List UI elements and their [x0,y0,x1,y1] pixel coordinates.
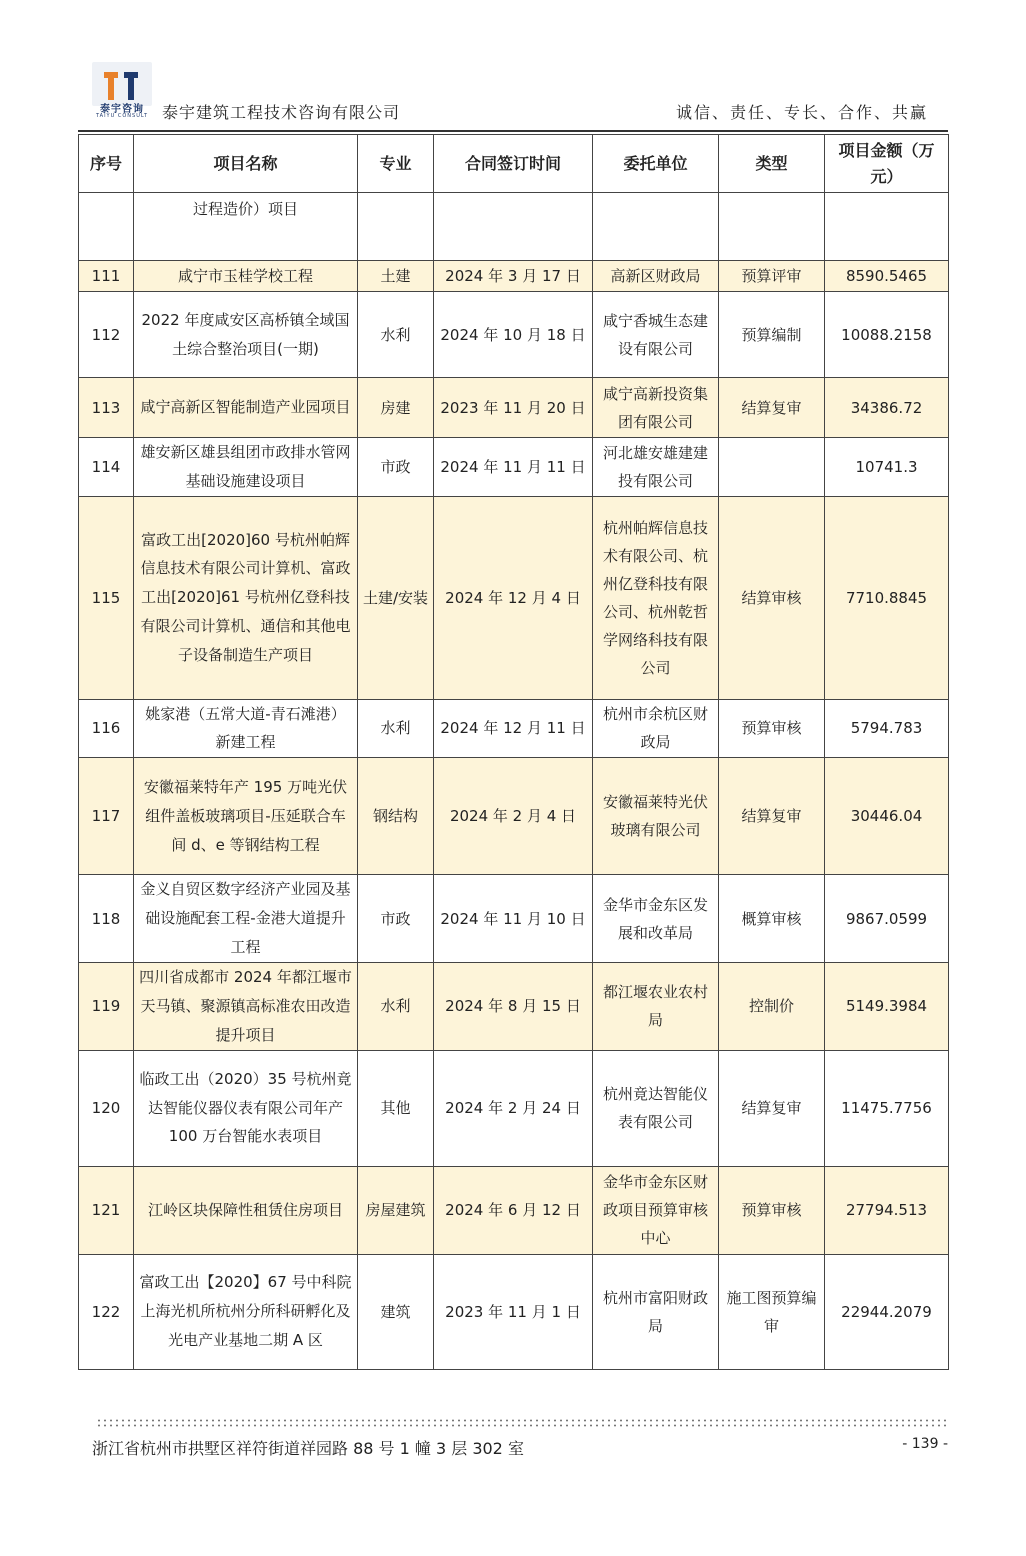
table-row [79,758,949,875]
cell-name: 2022 年度咸安区高桥镇全域国土综合整治项目(一期) [134,292,358,378]
cell-major: 水利 [358,292,434,378]
cell-client: 都江堰农业农村局 [593,963,719,1050]
cell-major: 房建 [358,378,434,438]
cell-name: 过程造价）项目 [134,193,358,261]
table-row [79,378,949,438]
cell-client: 咸宁高新投资集团有限公司 [593,378,719,438]
cell-amount: 30446.04 [825,758,949,875]
cell-client: 杭州市富阳财政局 [593,1254,719,1369]
cell-amount: 27794.513 [825,1166,949,1254]
cell-type: 预算审核 [719,1166,825,1254]
cell-major: 其他 [358,1050,434,1166]
cell-date: 2024 年 11 月 10 日 [434,875,593,963]
header-cell-type: 类型 [719,135,825,193]
cell-no: 116 [79,699,134,758]
cell-date [434,193,593,261]
cell-client: 杭州市余杭区财政局 [593,699,719,758]
cell-no: 115 [79,496,134,699]
cell-date: 2024 年 2 月 24 日 [434,1050,593,1166]
cell-no: 111 [79,261,134,292]
header-cell-amount: 项目金额（万元） [825,135,949,193]
logo-text-en: TAIYU CONSULT [95,113,149,119]
cell-client: 河北雄安雄建建投有限公司 [593,438,719,497]
cell-date: 2024 年 12 月 11 日 [434,699,593,758]
table-row [79,292,949,378]
cell-name: 四川省成都市 2024 年都江堰市天马镇、聚源镇高标准农田改造提升项目 [134,963,358,1050]
cell-amount: 7710.8845 [825,496,949,699]
cell-client: 杭州帕辉信息技术有限公司、杭州亿登科技有限公司、杭州乾哲学网络科技有限公司 [593,496,719,699]
cell-amount [825,193,949,261]
cell-amount: 10088.2158 [825,292,949,378]
cell-no: 113 [79,378,134,438]
cell-name: 姚家港（五常大道-青石滩港）新建工程 [134,699,358,758]
cell-type: 控制价 [719,963,825,1050]
cell-amount: 8590.5465 [825,261,949,292]
cell-name: 雄安新区雄县组团市政排水管网基础设施建设项目 [134,438,358,497]
cell-type: 结算复审 [719,758,825,875]
cell-major: 市政 [358,438,434,497]
company-slogan: 诚信、责任、专长、合作、共赢 [675,103,928,122]
cell-amount: 9867.0599 [825,875,949,963]
cell-type: 预算编制 [719,292,825,378]
cell-name: 金义自贸区数字经济产业园及基础设施配套工程-金港大道提升工程 [134,875,358,963]
cell-name: 富政工出[2020]60 号杭州帕辉信息技术有限公司计算机、富政工出[2020]61 号杭州亿登科技有限公司计算机、通信和其他电子设备制造生产项目 [134,496,358,699]
cell-amount: 11475.7756 [825,1050,949,1166]
table-row [79,438,949,497]
table-row [79,261,949,292]
cell-amount: 5149.3984 [825,963,949,1050]
header-cell-client: 委托单位 [593,135,719,193]
cell-type: 概算审核 [719,875,825,963]
cell-major: 土建/安装 [358,496,434,699]
header-cell-no: 序号 [79,135,134,193]
logo-t-icon-navy [124,72,138,100]
table-header-row [79,135,949,193]
cell-major: 建筑 [358,1254,434,1369]
cell-date: 2024 年 8 月 15 日 [434,963,593,1050]
page-header [78,60,948,134]
header-cell-major: 专业 [358,135,434,193]
cell-amount: 22944.2079 [825,1254,949,1369]
cell-client: 金华市金东区发展和改革局 [593,875,719,963]
cell-no: 119 [79,963,134,1050]
cell-date: 2023 年 11 月 20 日 [434,378,593,438]
cell-major: 房屋建筑 [358,1166,434,1254]
cell-type: 预算审核 [719,699,825,758]
table-row [79,496,949,699]
logo-text-cn: 泰宇咨询 [100,104,144,115]
cell-type: 结算复审 [719,378,825,438]
footer-dotted-divider [96,1418,948,1428]
company-address: 浙江省杭州市拱墅区祥符街道祥园路 88 号 1 幢 3 层 302 室 [92,1439,524,1458]
cell-major: 钢结构 [358,758,434,875]
company-name: 泰宇建筑工程技术咨询有限公司 [162,103,401,122]
cell-amount: 34386.72 [825,378,949,438]
cell-client: 咸宁香城生态建设有限公司 [593,292,719,378]
cell-major: 市政 [358,875,434,963]
header-cell-date: 合同签订时间 [434,135,593,193]
cell-client: 安徽福莱特光伏玻璃有限公司 [593,758,719,875]
cell-major: 土建 [358,261,434,292]
table-row [79,963,949,1050]
cell-major: 水利 [358,699,434,758]
header-divider [78,130,948,132]
cell-client: 金华市金东区财政项目预算审核中心 [593,1166,719,1254]
cell-date: 2024 年 6 月 12 日 [434,1166,593,1254]
cell-client: 杭州竟达智能仪表有限公司 [593,1050,719,1166]
cell-name: 临政工出（2020）35 号杭州竟达智能仪器仪表有限公司年产 100 万台智能水表项目 [134,1050,358,1166]
cell-date: 2023 年 11 月 1 日 [434,1254,593,1369]
cell-name: 江岭区块保障性租赁住房项目 [134,1166,358,1254]
table-row [79,875,949,963]
table-row [79,699,949,758]
header-cell-name: 项目名称 [134,135,358,193]
cell-type: 结算审核 [719,496,825,699]
page-number: - 139 - [902,1436,948,1452]
cell-no: 112 [79,292,134,378]
cell-no: 117 [79,758,134,875]
cell-no: 121 [79,1166,134,1254]
cell-date: 2024 年 11 月 11 日 [434,438,593,497]
cell-client [593,193,719,261]
table-row [79,1050,949,1166]
cell-date: 2024 年 10 月 18 日 [434,292,593,378]
cell-type: 预算评审 [719,261,825,292]
table-row [79,1254,949,1369]
cell-client: 高新区财政局 [593,261,719,292]
table-row [79,1166,949,1254]
cell-no [79,193,134,261]
table-row [79,193,949,261]
cell-major [358,193,434,261]
cell-type: 施工图预算编审 [719,1254,825,1369]
cell-no: 122 [79,1254,134,1369]
cell-date: 2024 年 2 月 4 日 [434,758,593,875]
project-table [78,134,949,1370]
cell-name: 咸宁市玉桂学校工程 [134,261,358,292]
company-logo [92,60,152,122]
cell-amount: 10741.3 [825,438,949,497]
cell-type [719,438,825,497]
cell-name: 安徽福莱特年产 195 万吨光伏组件盖板玻璃项目-压延联合车间 d、e 等钢结构工程 [134,758,358,875]
cell-no: 118 [79,875,134,963]
cell-date: 2024 年 3 月 17 日 [434,261,593,292]
cell-name: 富政工出【2020】67 号中科院上海光机所杭州分所科研孵化及光电产业基地二期 A 区 [134,1254,358,1369]
cell-type [719,193,825,261]
cell-amount: 5794.783 [825,699,949,758]
cell-name: 咸宁高新区智能制造产业园项目 [134,378,358,438]
cell-no: 120 [79,1050,134,1166]
cell-no: 114 [79,438,134,497]
cell-date: 2024 年 12 月 4 日 [434,496,593,699]
cell-major: 水利 [358,963,434,1050]
logo-t-icon-orange [104,72,118,100]
cell-type: 结算复审 [719,1050,825,1166]
